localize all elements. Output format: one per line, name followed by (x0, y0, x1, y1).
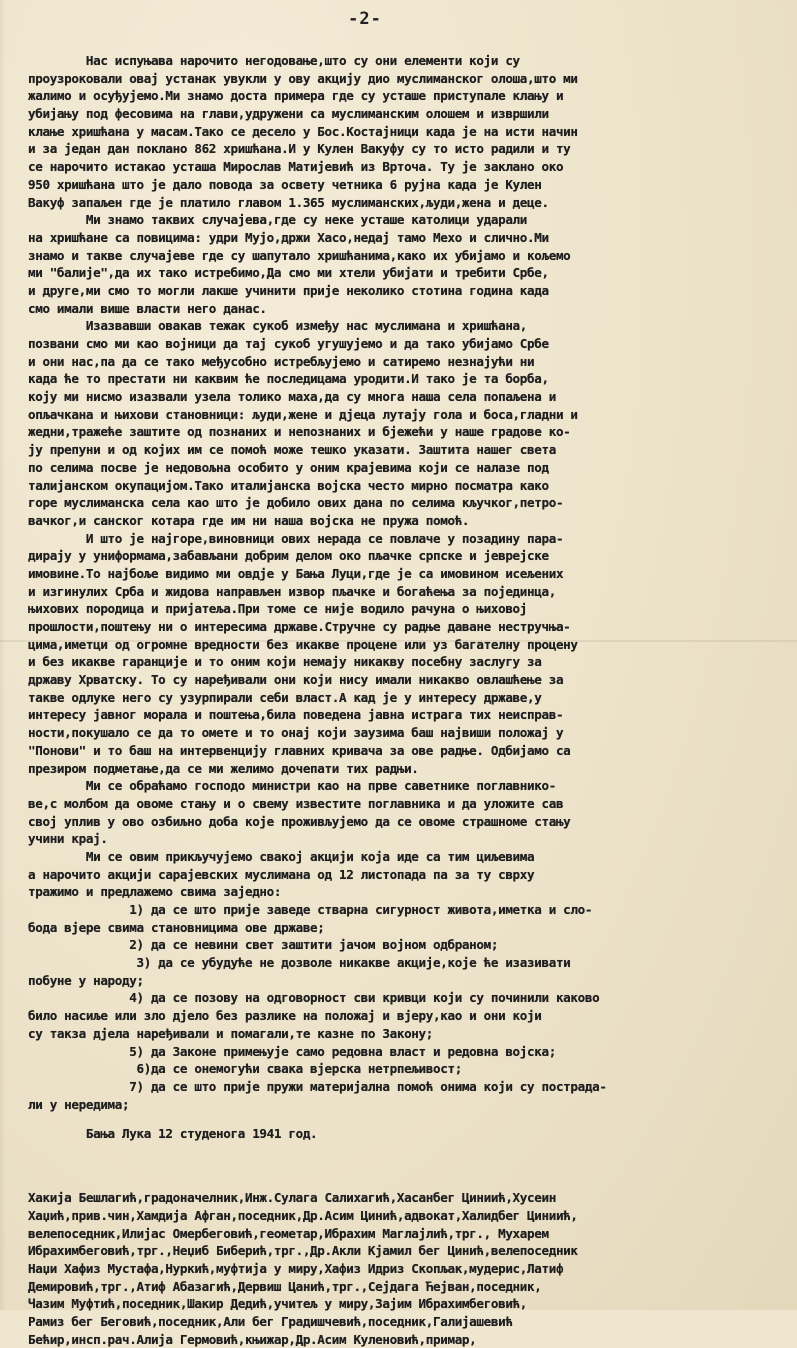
text-line: тражимо и предлажемо свима заједно: (28, 884, 282, 900)
text-line: и они нас,па да се тако међусобно истребљујемо и сатиремо незнајући ни (28, 353, 535, 369)
page-number: -2- (348, 9, 382, 29)
text-line: 950 хришћана што је дало повода за освету четника 6 рујна када је Кулен (28, 176, 542, 192)
text-line: убијању под фесовима на глави,удружени са муслиманским олошем и извршили (28, 106, 549, 122)
demand-item-6: 6)да се онемогући свака вјерска нетрпељивост; (28, 1061, 462, 1077)
text-line: жалимо и осуђујемо.Ми знамо доста примера где су усташе приступале клању и (28, 88, 564, 104)
text-line: свој уплив у ово озбиљно доба које проживљујемо да се овоме страшноме стању (28, 813, 571, 829)
text-line: када ће то престати ни каквим ће последицама уродити.И тако је та борба, (28, 371, 549, 387)
text-line: знамо и такве случајеве где су шапутало хришћанима,како их убијамо и кољемо (28, 247, 571, 263)
text-line: Изазвавши овакав тежак сукоб између нас муслимана и хришћана, (28, 318, 528, 334)
signatories-line: Хаџић,прив.чин,Хамдија Афган,поседник,Др.Асим Цинић,адвокат,Халидбег Циниић, (28, 1207, 578, 1223)
text-line: прошлости,поштењу ни о интересима државе.Стручне су радње даване нестручња- (28, 619, 571, 634)
paragraph-6-demands (28, 848, 796, 1113)
signatories-line: Рамиз бег Беговић,поседник,Али бег Градишчевић,поседник,Галијашевић (28, 1314, 513, 1330)
signatories-line: Наџи Хафиз Мустафа,Нуркић,муфтија у миру,Хафиз Идриз Скопљак,мудерис,Латиф (28, 1261, 564, 1276)
text-line: и изгинулих Срба и жидова направљен извор пљачке и богаћења за појединца, (28, 583, 556, 599)
text-line: и за један дан поклано 862 хришћана.И у Кулен Вакуфу су то исто радили и ту (28, 141, 571, 157)
text-line: "Понови" и то баш на интервенцију главних кривача за ове радње. Одбијамо са (28, 742, 571, 758)
text-line: Ми се обраћамо господо министри као на прве саветнике поглавнико- (28, 778, 556, 794)
text-line: побуне у народу; (28, 972, 144, 988)
text-line: интересу јавног морала и поштења,била поведена јавна истрага тих неисправ- (28, 707, 564, 723)
text-line: проузроковали овај устанак увукли у ову акцију дио муслиманског олоша,што ми (28, 70, 578, 86)
text-line: опљачкана и њихови становници: људи,жене и дјеца лутају гола и боса,гладни и (28, 406, 578, 422)
text-line: И што је најгоре,виновници ових нерада се повлаче у позадину пара- (28, 530, 564, 546)
text-line: Ми се овим прикључујемо свакој акцији која иде са тим циљевима (28, 848, 535, 864)
signatories-line: Чазим Муфтић,поседник,Шакир Дедић,учитељ у миру,Зајим Ибрахимбеговић, (28, 1296, 528, 1312)
text-line: по селима посве је недовољна особито у оним крајевима који се налазе под (28, 459, 549, 475)
text-line: дирају у униформама,забављани добрим делом око пљачке српске и јеврејске (28, 548, 549, 564)
paragraph-2 (28, 211, 796, 317)
document-body (28, 52, 796, 1348)
text-line: коју ми нисмо изазвали узела толико маха,да су многа наша села попаљена и (28, 389, 556, 405)
text-line: презиром подметање,да се ми желимо дочепати тих радњи. (28, 760, 419, 776)
text-line: ве,с молбом да овоме стању и о свему известите поглавника и да уложите сав (28, 795, 564, 811)
signatories-line: Ибрахимбеговић,трг.,Неџиб Биберић,трг.,Др.Акли Кјамил бег Цинић,велепоседник (28, 1243, 578, 1259)
text-line: на хришћане са повицима: удри Мујо,држи Хасо,недај тамо Мехо и слично.Ми (28, 229, 549, 245)
text-line: а нарочито акцији сарајевских муслимана од 12 листопада па за ту сврху (28, 866, 535, 882)
text-line: учини крај. (28, 831, 108, 847)
demand-item-7: 7) да се што прије пружи материјална помоћ онима који су пострада- (28, 1078, 607, 1094)
text-line: горе муслиманска села као што је добило ових дана по селима кључког,петро- (28, 495, 564, 511)
signatories-block (28, 1189, 796, 1348)
dateline: Бања Лука 12 студенога 1941 год. (28, 1126, 318, 1142)
paragraph-4 (28, 530, 796, 778)
demand-item-1: 1) да се што прије заведе стварна сигурност живота,иметка и сло- (28, 902, 593, 917)
signatories-line: Демировић,трг.,Атиф Абазагић,Дервиш Цанић,трг.,Сејдага Ћејван,поседник, (28, 1278, 542, 1294)
text-line: цима,иметци од огромне вредности без икакве процене или уз багателну процену (28, 636, 578, 652)
text-line: позвани смо ми као војници да тај сукоб угушујемо и да тако убијамо Србе (28, 336, 549, 351)
text-line: вачког,и санског котара где им ни наша војска не пружа помоћ. (28, 512, 470, 528)
demand-item-4: 4) да се позову на одговорност сви кривци који су починили каково (28, 990, 600, 1006)
text-line: жедни,тражеће заштите од познаних и непознаних и бјежећи у наше градове ко- (28, 424, 571, 440)
text-line: њихових породица и пријатеља.При томе се није водило рачуна о њиховој (28, 601, 528, 617)
signatories-line: Хакија Бешлагић,градоначелник,Инж.Сулага Салихагић,Хасанбег Циниић,Хусеин (28, 1190, 556, 1206)
text-line: ју препуни и од којих им се помоћ може тешко указати. Заштита нашег света (28, 442, 556, 458)
text-line: имовине.То најбоље видимо ми овдје у Бања Луци,где је са имовином исељених (28, 565, 564, 581)
text-line: државу Хрватску. То су наређивали они који нису имали никакво овлашћење за (28, 672, 564, 688)
text-line: ми "балије",да их тако истребимо,Да смо ми хтели убијати и требити Србе, (28, 265, 549, 281)
text-line: су такза дјела наређивали и помагали,те казне по Закону; (28, 1025, 433, 1041)
text-line: талијанском окупацијом.Тако италијанска војска често мирно посматра како (28, 477, 549, 493)
demand-item-3: 3) да се убудуће не дозволе никакве акције,које ће изазивати (28, 955, 571, 971)
text-line: Ми знамо таквих случајева,где су неке усташе католици ударали (28, 212, 528, 228)
text-line: Нас испуњава нарочито негодовање,што су они елементи који су (28, 53, 520, 68)
spacer (28, 1147, 796, 1189)
text-line: и друге,ми смо то могли лакше учинити прије неколико стотина година када (28, 282, 549, 298)
text-line: бода вјере свима становницима ове државе; (28, 919, 325, 935)
text-line: се нарочито истакао усташа Мирослав Матијевић из Врточа. Ту је заклано око (28, 159, 564, 175)
signatories-line: Бећир,инсп.рач.Алија Гермовић,књижар,Др.Асим Куленовић,примар, (28, 1331, 477, 1347)
text-line: и без икакве гаранције и то оним који немају никакву посебну заслугу за (28, 654, 542, 670)
spacer (28, 1113, 796, 1121)
demand-item-2: 2) да се невини свет заштити јачом војном одбраном; (28, 937, 499, 953)
paragraph-1 (28, 52, 796, 211)
text-line: смо имали више власти него данас. (28, 300, 267, 316)
text-line: било насиље или зло дјело без разлике на положај и вјеру,као и они који (28, 1008, 542, 1024)
paragraph-3 (28, 317, 796, 529)
text-line: клање хришћана у масам.Тако се десело у Бос.Костајници када је на исти начин (28, 123, 578, 139)
demand-item-5: 5) да Законе примењује само редовна власт и редовна војска; (28, 1043, 556, 1059)
text-line: такве одлуке него су узурпирали себи власт.А кад је у интересу државе,у (28, 689, 542, 705)
paragraph-5 (28, 777, 796, 848)
signatories-line: велепоседник,Илијас Омербеговић,геометар,Ибрахим Маглајлић,трг., Мухарем (28, 1225, 549, 1241)
text-line: ности,покушало се да то омете и то онај који заузима баш највиши положај у (28, 725, 564, 741)
text-line: Вакуф запаљен где је платило главом 1.365 муслиманских,људи,жена и деце. (28, 194, 549, 210)
text-line: ли у нередима; (28, 1096, 130, 1112)
